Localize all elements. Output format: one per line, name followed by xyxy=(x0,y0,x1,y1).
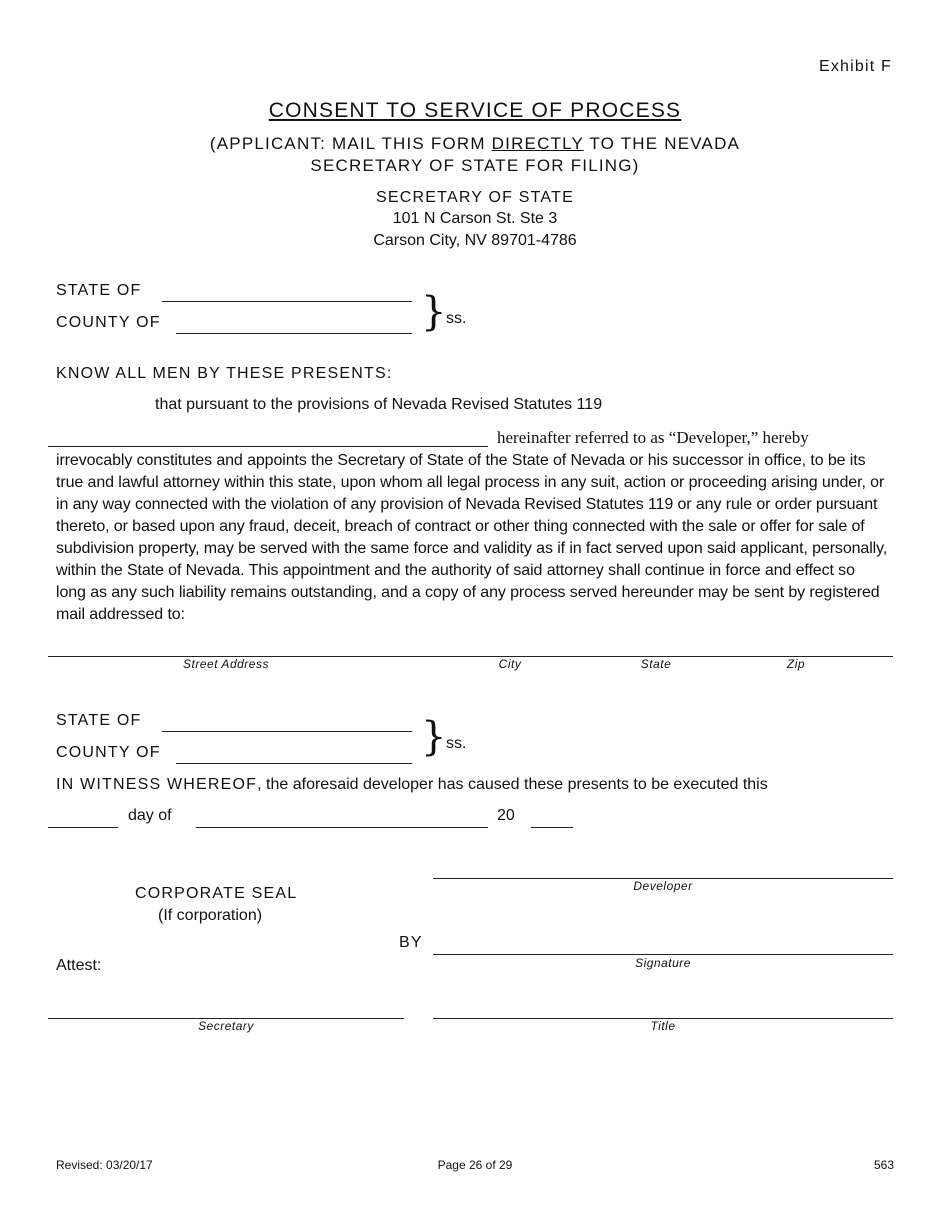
caption-developer: Developer xyxy=(633,879,693,893)
venue1-state-label: STATE OF xyxy=(56,282,142,299)
attest-label: Attest: xyxy=(56,957,102,974)
venue2-county-label: COUNTY OF xyxy=(56,744,161,761)
corporate-seal-label: CORPORATE SEAL xyxy=(135,885,298,902)
venue1-brace: } xyxy=(421,289,447,335)
venue2-brace: } xyxy=(421,714,447,760)
caption-zip: Zip xyxy=(786,657,806,671)
instruction-pre: (APPLICANT: MAIL THIS FORM xyxy=(209,134,492,153)
venue1-county-label: COUNTY OF xyxy=(56,314,161,331)
caption-title: Title xyxy=(650,1019,676,1033)
year-prefix: 20 xyxy=(497,807,515,824)
instruction-line-2: SECRETARY OF STATE FOR FILING) xyxy=(310,156,640,175)
caption-city: City xyxy=(498,657,522,671)
day-of-label: day of xyxy=(128,807,172,824)
form-title xyxy=(0,99,950,123)
exhibit-label: Exhibit F xyxy=(818,58,892,75)
address-office: SECRETARY OF STATE xyxy=(376,189,574,206)
venue2-state-field[interactable] xyxy=(162,731,412,732)
know-all-heading: KNOW ALL MEN BY THESE PRESENTS: xyxy=(56,365,393,382)
witness-statement xyxy=(56,776,768,794)
address-city: Carson City, NV 89701-4786 xyxy=(373,232,577,249)
instruction-line-1 xyxy=(0,134,950,154)
pursuant-line: that pursuant to the provisions of Nevada Revised Statutes 119 xyxy=(155,396,603,413)
form-title-text: CONSENT TO SERVICE OF PROCESS xyxy=(268,99,682,122)
address-street: 101 N Carson St. Ste 3 xyxy=(392,210,558,227)
developer-name-field[interactable] xyxy=(48,446,488,447)
footer-page-number: Page 26 of 29 xyxy=(437,1158,513,1172)
caption-secretary: Secretary xyxy=(198,1019,254,1033)
instruction-post: TO THE NEVADA xyxy=(583,134,741,153)
venue2-state-label: STATE OF xyxy=(56,712,142,729)
footer-form-number: 563 xyxy=(873,1158,894,1172)
footer-revised: Revised: 03/20/17 xyxy=(56,1158,153,1172)
venue2-ss: ss. xyxy=(446,735,467,752)
witness-rest: , the aforesaid developer has caused these presents to be executed this xyxy=(257,776,768,793)
day-field[interactable] xyxy=(48,827,118,828)
year-field[interactable] xyxy=(531,827,573,828)
by-label: BY xyxy=(399,934,423,951)
appointment-paragraph: irrevocably constitutes and appoints the Secretary of State of the State of Nevada or his successor in office, to be its true and lawful attorney within this state, upon whom all legal process in any suit, action or proceeding arising under, or in any way connected with the violation of any provision of Nevada Revised Statutes 119 or any rule or order pursuant thereto, or based upon any fraud, deceit, breach of contract or other thing connected with the sale or offer for sale of subdivision property, may be served with the same force and validity as if in fact served upon said applicant, personally, within the State of Nevada. This appointment and the authority of said attorney shall continue in force and effect so long as any such liability remains outstanding, and a copy of any process served hereunder may be sent by registered mail addressed to: xyxy=(56,452,888,623)
instruction-emphasis: DIRECTLY xyxy=(491,134,584,153)
caption-state: State xyxy=(640,657,672,671)
caption-street-address: Street Address xyxy=(183,657,269,671)
corporate-seal-note: (If corporation) xyxy=(158,907,263,924)
venue1-county-field[interactable] xyxy=(176,333,412,334)
venue1-ss: ss. xyxy=(446,310,467,327)
hereinafter-text: hereinafter referred to as “Developer,” hereby xyxy=(497,428,809,447)
month-field[interactable] xyxy=(196,827,488,828)
venue1-state-field[interactable] xyxy=(162,301,412,302)
witness-caps: IN WITNESS WHEREOF xyxy=(56,776,258,793)
signature-field[interactable] xyxy=(433,954,893,955)
caption-signature: Signature xyxy=(635,956,691,970)
venue2-county-field[interactable] xyxy=(176,763,412,764)
